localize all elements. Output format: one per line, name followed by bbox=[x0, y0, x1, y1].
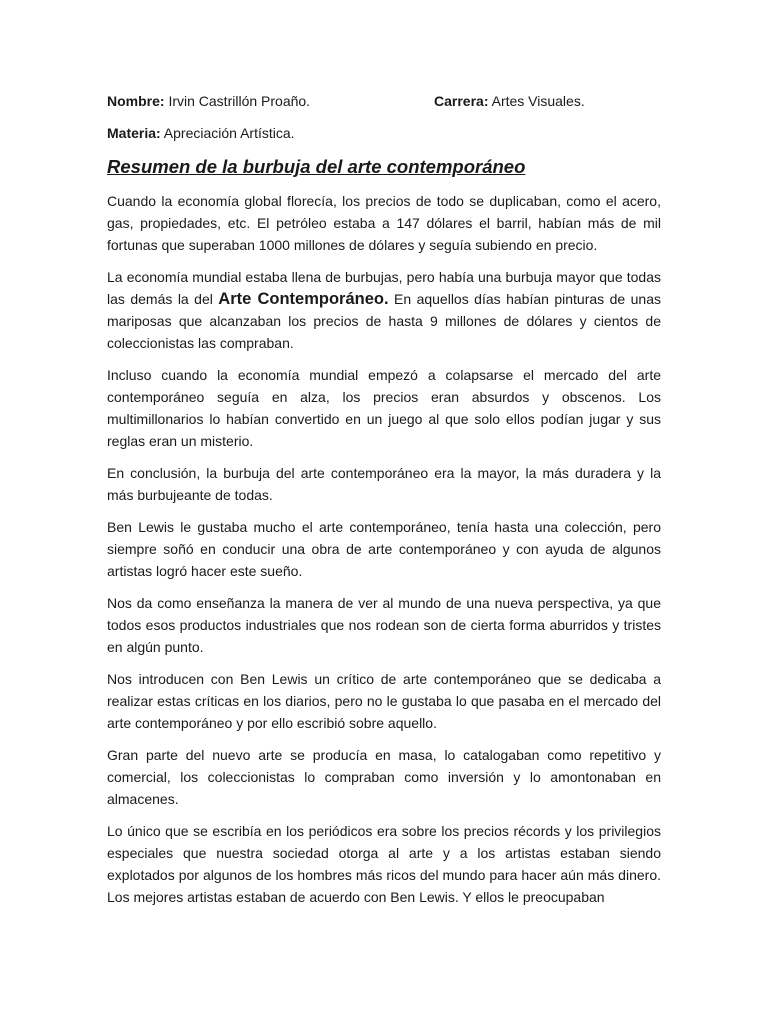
nombre-label: Nombre: bbox=[107, 93, 165, 109]
materia-label: Materia: bbox=[107, 125, 161, 141]
paragraph-2-end: En aquellos días habían pinturas de unas mariposas que alcanzaban los precios de hasta 9 millones de dólares y cientos de coleccionistas las compraban. bbox=[107, 291, 661, 351]
document-title: Resumen de la burbuja del arte contemporáneo bbox=[107, 156, 526, 177]
paragraph-9: Lo único que se escribía en los periódicos era sobre los precios récords y los privilegios especiales que nuestra sociedad otorga al arte y a los artistas estaban siendo explotados por algunos de los hombres más ricos del mundo para hacer aún más dinero. Los mejores artistas estaban de acuerdo con Ben Lewis. Y ellos le preocupaban bbox=[107, 823, 661, 905]
paragraph-2-start: La economía mundial estaba llena de burbujas, pero había una burbuja mayor que todas las demás la del bbox=[107, 269, 661, 307]
paragraph-8: Gran parte del nuevo arte se producía en masa, lo catalogaban como repetitivo y comercial, los coleccionistas lo compraban como inversión y lo amontonaban en almacenes. bbox=[107, 747, 661, 807]
paragraph-4: En conclusión, la burbuja del arte contemporáneo era la mayor, la más duradera y la más burbujeante de todas. bbox=[107, 465, 661, 503]
document-page bbox=[107, 90, 661, 918]
paragraph-1: Cuando la economía global florecía, los precios de todo se duplicaban, como el acero, gas, propiedades, etc. El petróleo estaba a 147 dólares el barril, habían más de mil fortunas que superaban 1000 millones de dólares y seguía subiendo en precio. bbox=[107, 193, 661, 253]
materia-row bbox=[107, 122, 661, 144]
paragraph-2 bbox=[107, 266, 661, 354]
nombre-field bbox=[107, 90, 434, 112]
carrera-field bbox=[434, 90, 585, 112]
carrera-label: Carrera: bbox=[434, 93, 489, 109]
paragraph-7: Nos introducen con Ben Lewis un crítico de arte contemporáneo que se dedicaba a realizar estas críticas en los diarios, pero no le gustaba lo que pasaba en el mercado del arte contemporáneo y por ello escribió sobre aquello. bbox=[107, 671, 661, 731]
paragraph-5: Ben Lewis le gustaba mucho el arte contemporáneo, tenía hasta una colección, pero siempre soñó en conducir una obra de arte contemporáneo y con ayuda de algunos artistas logró hacer este sueño. bbox=[107, 519, 661, 579]
materia-value: Apreciación Artística. bbox=[160, 125, 295, 141]
arte-contemporaneo-emphasis: Arte Contemporáneo. bbox=[218, 290, 389, 308]
paragraph-3: Incluso cuando la economía mundial empezó a colapsarse el mercado del arte contemporáneo seguía en alza, los precios eran absurdos y obscenos. Los multimillonarios lo habían convertido en un juego al que solo ellos podían jugar y sus reglas eran un misterio. bbox=[107, 367, 661, 449]
nombre-value: Irvin Castrillón Proaño. bbox=[164, 93, 311, 109]
header-row bbox=[107, 90, 661, 112]
carrera-value: Artes Visuales. bbox=[488, 93, 585, 109]
materia-field bbox=[107, 122, 295, 144]
paragraph-6: Nos da como enseñanza la manera de ver al mundo de una nueva perspectiva, ya que todos esos productos industriales que nos rodean son de cierta forma aburridos y tristes en algún punto. bbox=[107, 595, 661, 655]
